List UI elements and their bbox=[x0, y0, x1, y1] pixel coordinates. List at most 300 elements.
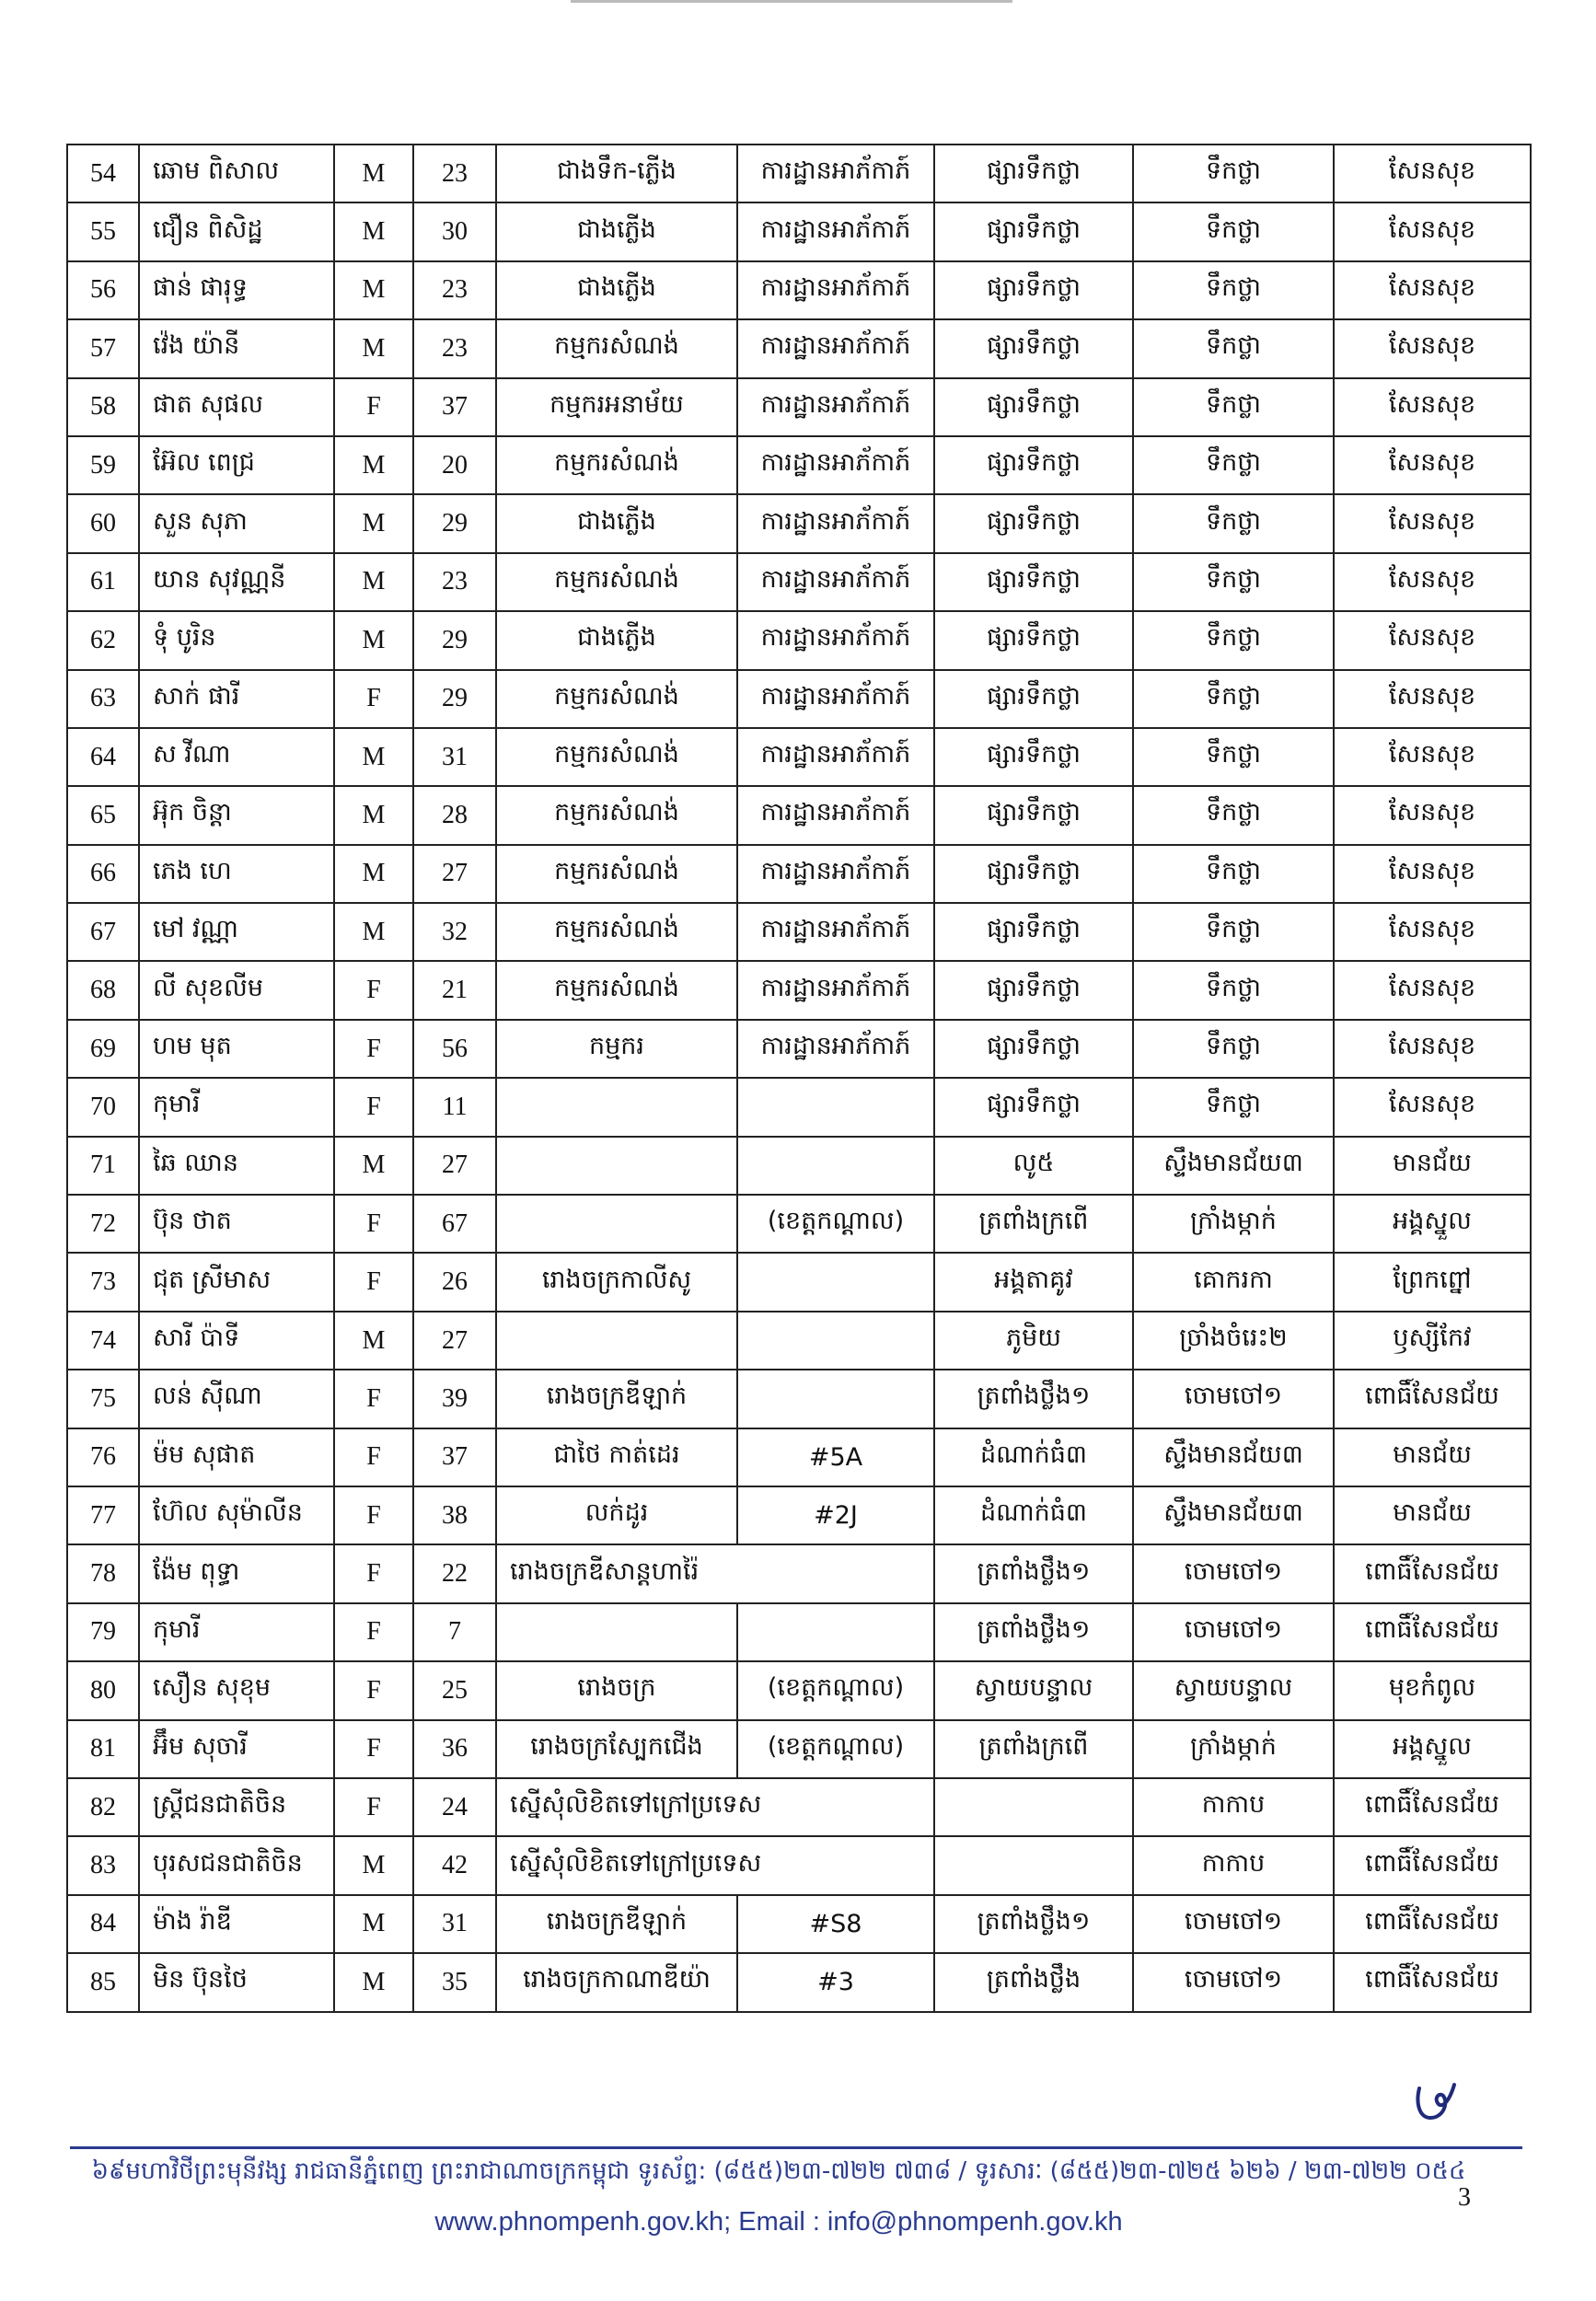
cell-district: សែនសុខ bbox=[1334, 786, 1531, 844]
cell-commune: ទឹកថ្លា bbox=[1133, 436, 1334, 494]
table-row bbox=[67, 903, 1531, 961]
cell-commune: ទឹកថ្លា bbox=[1133, 202, 1334, 260]
table-row bbox=[67, 494, 1531, 552]
cell-village: ផ្សារទឹកថ្លា bbox=[934, 378, 1133, 436]
cell-name: ម៉ម សុផាត bbox=[139, 1428, 334, 1486]
cell-district: ឫស្សីកែវ bbox=[1334, 1312, 1531, 1370]
cell-age: 24 bbox=[413, 1778, 496, 1836]
cell-number: 58 bbox=[67, 378, 139, 436]
cell-workplace: ការដ្ឋានអាភ័កាភ៍ bbox=[737, 261, 934, 319]
cell-commune: ក្រាំងម្កាក់ bbox=[1133, 1720, 1334, 1778]
cell-sex: M bbox=[334, 1953, 413, 2011]
cell-name: ស្ត្រីជនជាតិចិន bbox=[139, 1778, 334, 1836]
cell-name: ឆោម ពិសាល bbox=[139, 145, 334, 202]
cell-village: ត្រពាំងក្រពើ bbox=[934, 1195, 1133, 1253]
cell-sex: F bbox=[334, 1195, 413, 1253]
cell-district: ព្រែកព្នៅ bbox=[1334, 1253, 1531, 1311]
cell-village: ផ្សារទឹកថ្លា bbox=[934, 670, 1133, 728]
cell-name: អ៊ុក ចិន្តា bbox=[139, 786, 334, 844]
cell-occupation: កម្មករសំណង់ bbox=[496, 961, 737, 1019]
cell-name: សារី ប៉ាទី bbox=[139, 1312, 334, 1370]
cell-occupation: កម្មករសំណង់ bbox=[496, 728, 737, 786]
cell-occupation: កម្មករសំណង់ bbox=[496, 845, 737, 903]
cell-village: ផ្សារទឹកថ្លា bbox=[934, 903, 1133, 961]
cell-name: ជុត ស្រីមាស bbox=[139, 1253, 334, 1311]
top-edge-line bbox=[571, 0, 1012, 3]
cell-district: អង្គស្នួល bbox=[1334, 1195, 1531, 1253]
cell-number: 60 bbox=[67, 494, 139, 552]
cell-occupation: ជាថៃ កាត់ដេរ bbox=[496, 1428, 737, 1486]
table-row bbox=[67, 1486, 1531, 1544]
cell-occupation: ជាងភ្លើង bbox=[496, 202, 737, 260]
cell-commune: ស្ទឹងមានជ័យ៣ bbox=[1133, 1137, 1334, 1195]
cell-number: 80 bbox=[67, 1661, 139, 1719]
cell-commune: ទឹកថ្លា bbox=[1133, 261, 1334, 319]
cell-village: ផ្សារទឹកថ្លា bbox=[934, 961, 1133, 1019]
cell-age: 23 bbox=[413, 261, 496, 319]
cell-village: អង្គតាគូវ bbox=[934, 1253, 1133, 1311]
cell-district: សែនសុខ bbox=[1334, 202, 1531, 260]
cell-number: 63 bbox=[67, 670, 139, 728]
table-row bbox=[67, 611, 1531, 669]
cell-district: សែនសុខ bbox=[1334, 903, 1531, 961]
cell-number: 62 bbox=[67, 611, 139, 669]
cell-village: ត្រពាំងថ្លឹង១ bbox=[934, 1544, 1133, 1602]
cell-village: ផ្សារទឹកថ្លា bbox=[934, 202, 1133, 260]
cell-occupation bbox=[496, 1603, 737, 1661]
cell-district: ពោធិ៍សែនជ័យ bbox=[1334, 1895, 1531, 1953]
cell-occupation bbox=[496, 1312, 737, 1370]
cell-village: លូ៥ bbox=[934, 1137, 1133, 1195]
cell-occupation: កម្មករសំណង់ bbox=[496, 670, 737, 728]
cell-number: 68 bbox=[67, 961, 139, 1019]
cell-district: មានជ័យ bbox=[1334, 1137, 1531, 1195]
cell-age: 28 bbox=[413, 786, 496, 844]
cell-number: 66 bbox=[67, 845, 139, 903]
cell-workplace bbox=[737, 1137, 934, 1195]
cell-sex: M bbox=[334, 319, 413, 377]
cell-number: 79 bbox=[67, 1603, 139, 1661]
cell-name: អ៊ែល ពេជ្រ bbox=[139, 436, 334, 494]
table-row bbox=[67, 786, 1531, 844]
cell-name: ឆៃ ឈាន bbox=[139, 1137, 334, 1195]
cell-village: ផ្សារទឹកថ្លា bbox=[934, 786, 1133, 844]
cell-occupation: រោងចក្រ bbox=[496, 1661, 737, 1719]
cell-commune: ស្ទឹងមានជ័យ៣ bbox=[1133, 1428, 1334, 1486]
cell-age: 27 bbox=[413, 1312, 496, 1370]
cell-village: ផ្សារទឹកថ្លា bbox=[934, 319, 1133, 377]
cell-commune: ទឹកថ្លា bbox=[1133, 786, 1334, 844]
table-row bbox=[67, 1195, 1531, 1253]
cell-occupation: ជាងភ្លើង bbox=[496, 611, 737, 669]
cell-age: 25 bbox=[413, 1661, 496, 1719]
cell-workplace bbox=[737, 1312, 934, 1370]
cell-district: ពោធិ៍សែនជ័យ bbox=[1334, 1544, 1531, 1602]
cell-sex: M bbox=[334, 1312, 413, 1370]
cell-age: 11 bbox=[413, 1078, 496, 1136]
cell-district: ពោធិ៍សែនជ័យ bbox=[1334, 1953, 1531, 2011]
cell-commune: ចោមចៅ១ bbox=[1133, 1603, 1334, 1661]
table-row bbox=[67, 202, 1531, 260]
cell-occupation: កម្មករអនាម័យ bbox=[496, 378, 737, 436]
cell-name: ផាត សុផល bbox=[139, 378, 334, 436]
cell-commune: ទឹកថ្លា bbox=[1133, 961, 1334, 1019]
cell-age: 29 bbox=[413, 494, 496, 552]
cell-name: ហ៊ែល សុម៉ាលីន bbox=[139, 1486, 334, 1544]
cell-number: 77 bbox=[67, 1486, 139, 1544]
table-row bbox=[67, 378, 1531, 436]
cell-occupation: ជាងភ្លើង bbox=[496, 494, 737, 552]
cell-village: ដំណាក់ធំ៣ bbox=[934, 1486, 1133, 1544]
cell-sex: M bbox=[334, 553, 413, 611]
footer-address: ៦៩មហាវិថីព្រះមុនីវង្ស រាជធានីភ្នំពេញ ព្រះរាជាណាចក្រកម្ពុជា ទូរស័ព្ទ: (៨៥៥)២៣-៧២២ ៧៣៨ / ទូរសារៈ (៨៥៥)២៣-៧២៥ ៦២៦ / ២៣-៧២២ ០៥៤ bbox=[91, 2157, 1466, 2185]
footer-rule bbox=[70, 2146, 1522, 2149]
cell-age: 22 bbox=[413, 1544, 496, 1602]
cell-workplace: (ខេត្តកណ្ដាល) bbox=[737, 1661, 934, 1719]
table-row bbox=[67, 1137, 1531, 1195]
cell-number: 78 bbox=[67, 1544, 139, 1602]
cell-district: សែនសុខ bbox=[1334, 378, 1531, 436]
cell-village: ផ្សារទឹកថ្លា bbox=[934, 728, 1133, 786]
cell-occupation: ស្នើសុំលិខិតទៅក្រៅប្រទេស bbox=[496, 1778, 934, 1836]
cell-sex: M bbox=[334, 845, 413, 903]
cell-sex: F bbox=[334, 1253, 413, 1311]
cell-occupation: ជាងភ្លើង bbox=[496, 261, 737, 319]
cell-age: 36 bbox=[413, 1720, 496, 1778]
cell-name: កុមារី bbox=[139, 1603, 334, 1661]
cell-number: 61 bbox=[67, 553, 139, 611]
cell-age: 56 bbox=[413, 1020, 496, 1078]
cell-occupation: លក់ដូរ bbox=[496, 1486, 737, 1544]
cell-district: ពោធិ៍សែនជ័យ bbox=[1334, 1370, 1531, 1428]
cell-name: ផាន់ ផារុទ្ធ bbox=[139, 261, 334, 319]
cell-name: ស វីណា bbox=[139, 728, 334, 786]
cell-commune: ទឹកថ្លា bbox=[1133, 553, 1334, 611]
cell-name: លន់ ស៊ីណា bbox=[139, 1370, 334, 1428]
cell-number: 71 bbox=[67, 1137, 139, 1195]
table-row bbox=[67, 1895, 1531, 1953]
cell-occupation bbox=[496, 1137, 737, 1195]
cell-workplace: #5A bbox=[737, 1428, 934, 1486]
cell-occupation: កម្មករសំណង់ bbox=[496, 319, 737, 377]
cell-number: 84 bbox=[67, 1895, 139, 1953]
cell-name: ង៉ែម ពុទ្ធា bbox=[139, 1544, 334, 1602]
cell-number: 74 bbox=[67, 1312, 139, 1370]
cell-sex: M bbox=[334, 436, 413, 494]
footer-web-email: www.phnompenh.gov.kh; Email : info@phnompenh.gov.kh bbox=[434, 2207, 1123, 2237]
cell-village: ផ្សារទឹកថ្លា bbox=[934, 1078, 1133, 1136]
cell-commune: ទឹកថ្លា bbox=[1133, 319, 1334, 377]
cell-workplace: #S8 bbox=[737, 1895, 934, 1953]
cell-village: ត្រពាំងថ្លឹង bbox=[934, 1953, 1133, 2011]
table-row bbox=[67, 1603, 1531, 1661]
cell-age: 27 bbox=[413, 1137, 496, 1195]
cell-district: សែនសុខ bbox=[1334, 670, 1531, 728]
cell-workplace: ការដ្ឋានអាភ័កាភ៍ bbox=[737, 319, 934, 377]
table-row bbox=[67, 436, 1531, 494]
cell-occupation: រោងចក្រកាលីសូ bbox=[496, 1253, 737, 1311]
cell-name: ជឿន ពិសិដ្ឋ bbox=[139, 202, 334, 260]
cell-village: ភូមិយ bbox=[934, 1312, 1133, 1370]
cell-sex: M bbox=[334, 494, 413, 552]
cell-occupation: ស្នើសុំលិខិតទៅក្រៅប្រទេស bbox=[496, 1836, 934, 1894]
cell-sex: F bbox=[334, 1486, 413, 1544]
cell-sex: F bbox=[334, 378, 413, 436]
cell-district: សែនសុខ bbox=[1334, 553, 1531, 611]
cell-district: សែនសុខ bbox=[1334, 611, 1531, 669]
cell-commune: ស្ទឹងមានជ័យ៣ bbox=[1133, 1486, 1334, 1544]
cell-occupation: កម្មករសំណង់ bbox=[496, 436, 737, 494]
cell-occupation bbox=[496, 1078, 737, 1136]
cell-district: ពោធិ៍សែនជ័យ bbox=[1334, 1836, 1531, 1894]
cell-workplace: ការដ្ឋានអាភ័កាភ៍ bbox=[737, 611, 934, 669]
cell-sex: M bbox=[334, 786, 413, 844]
cell-district: សែនសុខ bbox=[1334, 436, 1531, 494]
roster-body bbox=[67, 145, 1531, 2012]
cell-number: 70 bbox=[67, 1078, 139, 1136]
cell-age: 32 bbox=[413, 903, 496, 961]
cell-workplace bbox=[737, 1253, 934, 1311]
cell-occupation: រោងចក្រឌីសាន្តហារ៉ៃ bbox=[496, 1544, 934, 1602]
cell-sex: M bbox=[334, 1836, 413, 1894]
cell-number: 64 bbox=[67, 728, 139, 786]
cell-number: 73 bbox=[67, 1253, 139, 1311]
cell-commune: ចោមចៅ១ bbox=[1133, 1544, 1334, 1602]
cell-number: 54 bbox=[67, 145, 139, 202]
cell-workplace: ការដ្ឋានអាភ័កាភ៍ bbox=[737, 145, 934, 202]
cell-number: 83 bbox=[67, 1836, 139, 1894]
cell-village: ត្រពាំងថ្លឹង១ bbox=[934, 1370, 1133, 1428]
cell-workplace: ការដ្ឋានអាភ័កាភ៍ bbox=[737, 786, 934, 844]
cell-village: ផ្សារទឹកថ្លា bbox=[934, 611, 1133, 669]
cell-age: 37 bbox=[413, 378, 496, 436]
cell-district: សែនសុខ bbox=[1334, 845, 1531, 903]
cell-number: 72 bbox=[67, 1195, 139, 1253]
cell-age: 31 bbox=[413, 1895, 496, 1953]
cell-age: 26 bbox=[413, 1253, 496, 1311]
cell-name: អ៊ឹម សុចារី bbox=[139, 1720, 334, 1778]
table-row bbox=[67, 1078, 1531, 1136]
cell-commune: ក្រាំងម្កាក់ bbox=[1133, 1195, 1334, 1253]
cell-sex: F bbox=[334, 670, 413, 728]
cell-village bbox=[934, 1836, 1133, 1894]
cell-workplace: ការដ្ឋានអាភ័កាភ៍ bbox=[737, 670, 934, 728]
cell-village: ផ្សារទឹកថ្លា bbox=[934, 261, 1133, 319]
cell-sex: M bbox=[334, 261, 413, 319]
cell-name: ទុំ បូរិន bbox=[139, 611, 334, 669]
cell-workplace bbox=[737, 1078, 934, 1136]
cell-commune: ទឹកថ្លា bbox=[1133, 1020, 1334, 1078]
cell-age: 20 bbox=[413, 436, 496, 494]
cell-district: សែនសុខ bbox=[1334, 728, 1531, 786]
cell-sex: F bbox=[334, 1661, 413, 1719]
cell-name: សួន សុភា bbox=[139, 494, 334, 552]
cell-sex: F bbox=[334, 1778, 413, 1836]
table-row bbox=[67, 1836, 1531, 1894]
cell-workplace: ការដ្ឋានអាភ័កាភ៍ bbox=[737, 845, 934, 903]
cell-workplace: (ខេត្តកណ្ដាល) bbox=[737, 1720, 934, 1778]
cell-age: 21 bbox=[413, 961, 496, 1019]
cell-workplace: #3 bbox=[737, 1953, 934, 2011]
table-row bbox=[67, 1778, 1531, 1836]
cell-age: 35 bbox=[413, 1953, 496, 2011]
cell-age: 67 bbox=[413, 1195, 496, 1253]
cell-sex: F bbox=[334, 1078, 413, 1136]
cell-occupation: កម្មករ bbox=[496, 1020, 737, 1078]
cell-district: សែនសុខ bbox=[1334, 319, 1531, 377]
cell-number: 82 bbox=[67, 1778, 139, 1836]
table-row bbox=[67, 728, 1531, 786]
cell-village: ផ្សារទឹកថ្លា bbox=[934, 145, 1133, 202]
cell-sex: F bbox=[334, 1428, 413, 1486]
cell-workplace: ការដ្ឋានអាភ័កាភ៍ bbox=[737, 553, 934, 611]
cell-age: 29 bbox=[413, 611, 496, 669]
cell-name: សឿន សុខុម bbox=[139, 1661, 334, 1719]
cell-occupation: កម្មករសំណង់ bbox=[496, 903, 737, 961]
cell-village: ផ្សារទឹកថ្លា bbox=[934, 436, 1133, 494]
cell-name: យាន សុវណ្ណនី bbox=[139, 553, 334, 611]
cell-name: មៅ វណ្ណា bbox=[139, 903, 334, 961]
cell-village: ត្រពាំងក្រពើ bbox=[934, 1720, 1133, 1778]
cell-district: សែនសុខ bbox=[1334, 1020, 1531, 1078]
cell-commune: ទឹកថ្លា bbox=[1133, 1078, 1334, 1136]
cell-commune: ចោមចៅ១ bbox=[1133, 1953, 1334, 2011]
cell-village: ផ្សារទឹកថ្លា bbox=[934, 494, 1133, 552]
cell-age: 23 bbox=[413, 553, 496, 611]
signature-mark bbox=[1406, 2076, 1462, 2131]
cell-village: ត្រពាំងថ្លឹង១ bbox=[934, 1895, 1133, 1953]
cell-district: សែនសុខ bbox=[1334, 961, 1531, 1019]
table-row bbox=[67, 319, 1531, 377]
cell-workplace: ការដ្ឋានអាភ័កាភ៍ bbox=[737, 494, 934, 552]
cell-commune: ស្វាយបន្ទាល bbox=[1133, 1661, 1334, 1719]
cell-village: ផ្សារទឹកថ្លា bbox=[934, 845, 1133, 903]
cell-commune: ទឹកថ្លា bbox=[1133, 903, 1334, 961]
cell-workplace: (ខេត្តកណ្ដាល) bbox=[737, 1195, 934, 1253]
cell-workplace: ការដ្ឋានអាភ័កាភ៍ bbox=[737, 378, 934, 436]
cell-age: 23 bbox=[413, 145, 496, 202]
cell-occupation: រោងចក្រកាណាឌីយ៉ា bbox=[496, 1953, 737, 2011]
cell-age: 29 bbox=[413, 670, 496, 728]
cell-age: 7 bbox=[413, 1603, 496, 1661]
cell-sex: M bbox=[334, 202, 413, 260]
cell-sex: M bbox=[334, 1137, 413, 1195]
cell-commune: ច្រាំងចំរេះ២ bbox=[1133, 1312, 1334, 1370]
cell-number: 75 bbox=[67, 1370, 139, 1428]
cell-number: 55 bbox=[67, 202, 139, 260]
cell-commune: កាកាប bbox=[1133, 1778, 1334, 1836]
table-row bbox=[67, 845, 1531, 903]
cell-district: អង្គស្នួល bbox=[1334, 1720, 1531, 1778]
cell-commune: ទឹកថ្លា bbox=[1133, 845, 1334, 903]
cell-village: ត្រពាំងថ្លឹង១ bbox=[934, 1603, 1133, 1661]
cell-sex: F bbox=[334, 1370, 413, 1428]
cell-number: 69 bbox=[67, 1020, 139, 1078]
table-row bbox=[67, 1370, 1531, 1428]
table-row bbox=[67, 145, 1531, 202]
cell-commune: ទឹកថ្លា bbox=[1133, 494, 1334, 552]
cell-commune: ទឹកថ្លា bbox=[1133, 145, 1334, 202]
cell-name: លី សុខលីម bbox=[139, 961, 334, 1019]
cell-occupation bbox=[496, 1195, 737, 1253]
cell-village: ផ្សារទឹកថ្លា bbox=[934, 1020, 1133, 1078]
cell-sex: F bbox=[334, 1544, 413, 1602]
cell-number: 85 bbox=[67, 1953, 139, 2011]
cell-district: មានជ័យ bbox=[1334, 1486, 1531, 1544]
page-number: 3 bbox=[1458, 2183, 1471, 2212]
cell-age: 42 bbox=[413, 1836, 496, 1894]
cell-commune: គោករកា bbox=[1133, 1253, 1334, 1311]
cell-district: ពោធិ៍សែនជ័យ bbox=[1334, 1603, 1531, 1661]
cell-commune: ចោមចៅ១ bbox=[1133, 1895, 1334, 1953]
table-row bbox=[67, 670, 1531, 728]
cell-age: 30 bbox=[413, 202, 496, 260]
cell-name: ភេង ហេ bbox=[139, 845, 334, 903]
cell-commune: ទឹកថ្លា bbox=[1133, 670, 1334, 728]
cell-age: 31 bbox=[413, 728, 496, 786]
cell-workplace: ការដ្ឋានអាភ័កាភ៍ bbox=[737, 728, 934, 786]
cell-workplace: ការដ្ឋានអាភ័កាភ៍ bbox=[737, 202, 934, 260]
cell-sex: M bbox=[334, 145, 413, 202]
cell-number: 76 bbox=[67, 1428, 139, 1486]
cell-name: ប៊ុន ថាត bbox=[139, 1195, 334, 1253]
cell-workplace: ការដ្ឋានអាភ័កាភ៍ bbox=[737, 436, 934, 494]
table-row bbox=[67, 1253, 1531, 1311]
cell-age: 23 bbox=[413, 319, 496, 377]
cell-sex: M bbox=[334, 728, 413, 786]
cell-age: 38 bbox=[413, 1486, 496, 1544]
cell-sex: M bbox=[334, 1895, 413, 1953]
cell-age: 27 bbox=[413, 845, 496, 903]
cell-number: 65 bbox=[67, 786, 139, 844]
cell-district: សែនសុខ bbox=[1334, 145, 1531, 202]
cell-number: 81 bbox=[67, 1720, 139, 1778]
cell-commune: កាកាប bbox=[1133, 1836, 1334, 1894]
cell-name: មិន ប៊ុនថៃ bbox=[139, 1953, 334, 2011]
cell-workplace: ការដ្ឋានអាភ័កាភ៍ bbox=[737, 903, 934, 961]
cell-village: ផ្សារទឹកថ្លា bbox=[934, 553, 1133, 611]
cell-number: 67 bbox=[67, 903, 139, 961]
cell-workplace: ការដ្ឋានអាភ័កាភ៍ bbox=[737, 1020, 934, 1078]
cell-workplace bbox=[737, 1603, 934, 1661]
cell-name: កុមារី bbox=[139, 1078, 334, 1136]
table-row bbox=[67, 1544, 1531, 1602]
cell-occupation: រោងចក្រឌីឡាក់ bbox=[496, 1895, 737, 1953]
cell-workplace: ការដ្ឋានអាភ័កាភ៍ bbox=[737, 961, 934, 1019]
cell-name: ហម មុត bbox=[139, 1020, 334, 1078]
table-row bbox=[67, 1020, 1531, 1078]
cell-district: សែនសុខ bbox=[1334, 494, 1531, 552]
cell-commune: ចោមចៅ១ bbox=[1133, 1370, 1334, 1428]
cell-name: វ៉េង យ៉ានី bbox=[139, 319, 334, 377]
table-row bbox=[67, 961, 1531, 1019]
cell-workplace: #2J bbox=[737, 1486, 934, 1544]
cell-age: 39 bbox=[413, 1370, 496, 1428]
cell-occupation: កម្មករសំណង់ bbox=[496, 786, 737, 844]
cell-district: ពោធិ៍សែនជ័យ bbox=[1334, 1778, 1531, 1836]
table-row bbox=[67, 553, 1531, 611]
cell-district: មុខកំពូល bbox=[1334, 1661, 1531, 1719]
table-row bbox=[67, 261, 1531, 319]
cell-commune: ទឹកថ្លា bbox=[1133, 611, 1334, 669]
table-row bbox=[67, 1953, 1531, 2011]
cell-district: សែនសុខ bbox=[1334, 1078, 1531, 1136]
cell-sex: F bbox=[334, 1720, 413, 1778]
roster-table bbox=[66, 144, 1532, 2013]
cell-occupation: រោងចក្រឌីឡាក់ bbox=[496, 1370, 737, 1428]
table-row bbox=[67, 1661, 1531, 1719]
cell-occupation: កម្មករសំណង់ bbox=[496, 553, 737, 611]
